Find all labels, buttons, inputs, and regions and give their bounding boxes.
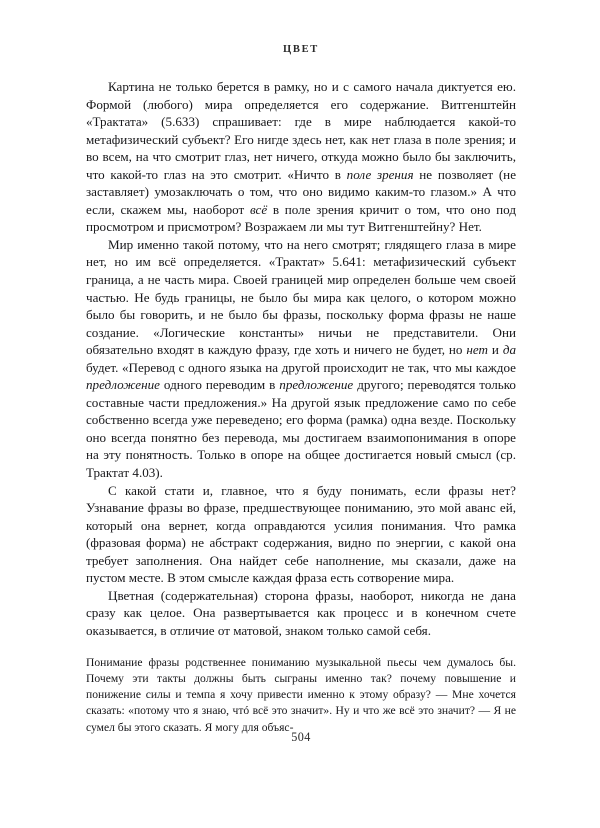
text-run: другого; переводятся только составные части предложения.» На другой язык предложение само по себе собственно всегда уже переведено; его форма (рамка) одна везде. Поскольку оно всегда понятно без перевода, мы достигаем взаимопонимания в опоре на эту понятность. Только в опоре на общее достигается новый смысл (ср. Трактат 4.03). [86, 377, 516, 481]
text-run: и [488, 342, 503, 358]
text-run: Цветная (содержательная) сторона фразы, наоборот, никогда не дана сразу как целое. Она развертывается как процесс и в конечном счете оказывается, в отличие от матовой, знаком только самой себя. [86, 587, 516, 638]
text-run: Понимание фразы родственнее пониманию музыкальной пьесы чем думалось бы. Почему эти такты должны быть сыграны именно так? почему повышение и понижение силы и темпа я хочу привести именно к этому образу? — Мне хочется сказать: «потому что я знаю, чтó всё это значит». Ну и что же всё это значит? — Я не сумел бы этого сказать. Я могу для объяс- [86, 655, 516, 734]
quote-paragraph [86, 655, 516, 736]
page-number: 504 [291, 730, 311, 744]
body-paragraphs [86, 78, 516, 640]
text-run: С какой стати и, главное, что я буду понимать, если фразы нет? Узнавание фразы во фразе, предшествующее пониманию, это мой аванс ей, который она вернет, когда оправдаются усилия понимания. Что рамка (фразовая форма) не абстракт содержания, видно по энергии, с какой она требует заполнения. Она найдет себе наполнение, мы сказали, даже на пустом месте. В этом смысле каждая фраза есть сотворение мира. [86, 482, 516, 586]
text-run: не позволяет (не заставляет) умозаключать о том, что оно видимо каким-то глазом.» А что если, скажем мы, наоборот [86, 166, 517, 217]
running-head: ЦВЕТ [283, 44, 319, 55]
text-run: в поле зрения кричит о том, что оно под просмотром и присмотром? Возражаем ли мы тут Витгенштейну? Нет. [86, 201, 516, 235]
emphasis-run: предложение [279, 377, 354, 393]
text-run: Мир именно такой потому, что на него смотрят; глядящего глаза в мире нет, но им всё определяется. «Трактат» 5.641: метафизический субъект граница, а не часть мира. Своей границей мир определен больше чем своей частью. Не будь границы, не было бы мира как целого, о котором можно было бы говорить, и не было бы фразы, поскольку форма фразы не наше создание. «Логические константы» ничьи не представители. Они обязательно входят в каждую фразу, где хоть и ничего не будет, но [86, 236, 516, 358]
emphasis-run: всё [250, 201, 268, 217]
text-run: одного переводим в [159, 377, 280, 393]
body-paragraph [86, 482, 516, 587]
emphasis-run: да [502, 342, 517, 358]
text-run: будет. «Перевод с одного языка на другой происходит не так, что мы каждое [86, 359, 516, 375]
body-text-block [86, 78, 516, 736]
emphasis-run: нет [466, 342, 488, 358]
quotation-block [86, 655, 516, 736]
body-paragraph [86, 78, 516, 236]
body-paragraph [86, 587, 516, 640]
emphasis-run: поле зрения [346, 166, 414, 182]
text-run: Картина не только берется в рамку, но и с самого начала диктуется ею. Формой (любого) мира определяется его содержание. Витгенштейн «Трактата» (5.633) спрашивает: где в мире наблюдается какой-то метафизический субъект? Его нигде здесь нет, как нет глаза в поле зрения; и во всем, на что смотрит глаз, нет ничего, откуда можно было бы заключить, что какой-то глаз на это смотрит. «Ничто в [86, 79, 516, 182]
emphasis-run: предложение [86, 377, 160, 393]
body-paragraph [86, 236, 516, 482]
